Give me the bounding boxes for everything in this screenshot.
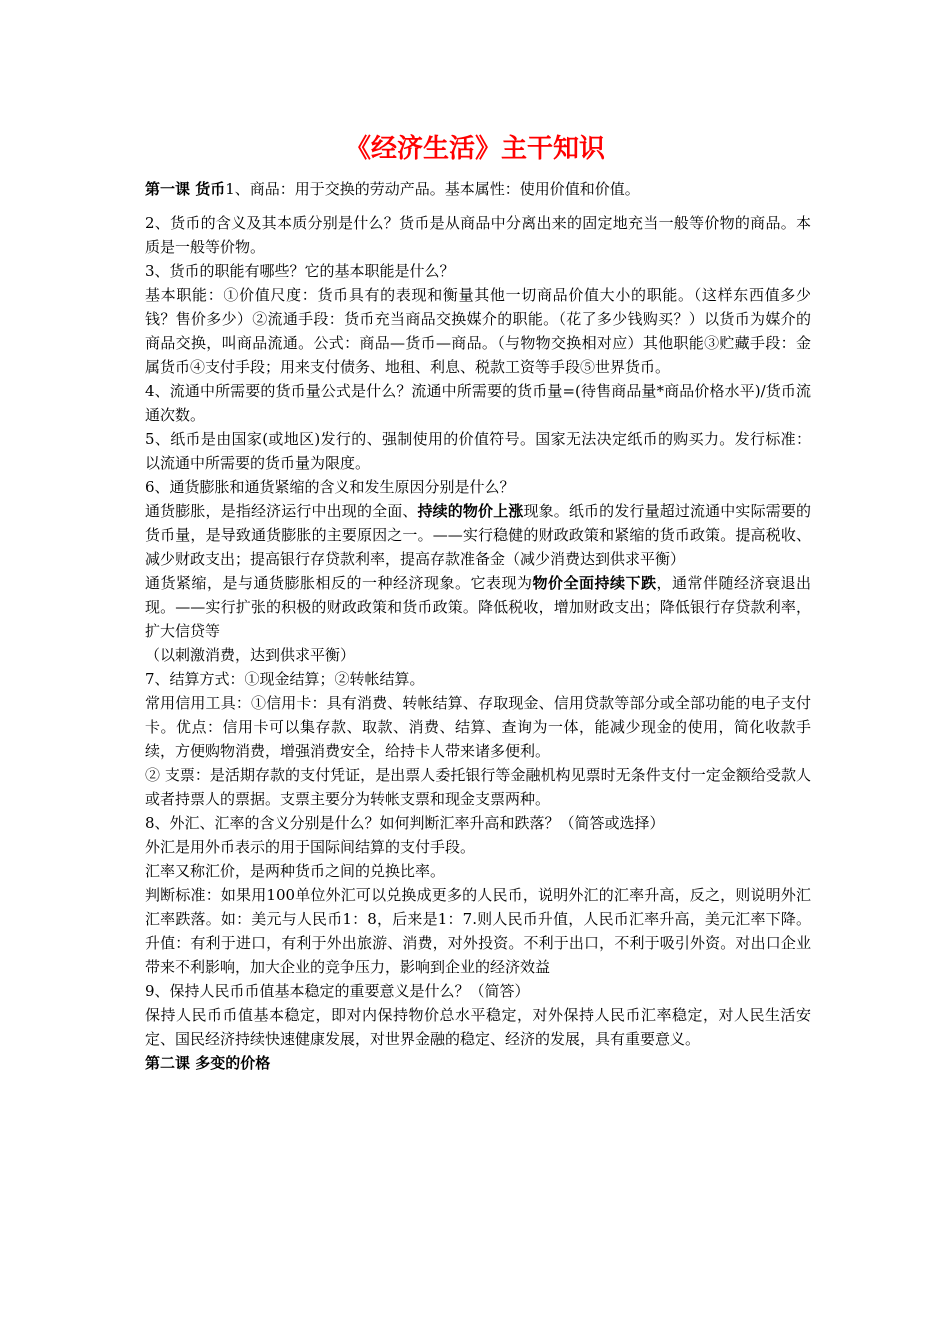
q3-paragraph: 3、货币的职能有哪些？它的基本职能是什么？ — [145, 262, 455, 280]
lesson1-heading: 第一课 货币 — [145, 180, 226, 198]
deflation-paragraph — [145, 571, 811, 643]
lesson1-paragraph — [145, 177, 811, 201]
rate-paragraph: 汇率又称汇价，是两种货币之间的兑换比率。 — [145, 862, 446, 880]
deflation-emphasis: 物价全面持续下跌 — [532, 574, 657, 592]
judge-paragraph: 判断标准：如果用100单位外汇可以兑换成更多的人民币，说明外汇的汇率升高，反之，则说明外汇汇率跌落。如：美元与人民币1：8，后来是1：7.则人民币升值，人民币汇率升高，美元汇率下降。升值：有利于进口，有利于外出旅游、消费，对外投资。不利于出口，不利于吸引外资。对出口企业带来不利影响，加大企业的竞争压力，影响到企业的经济效益 — [145, 886, 811, 976]
q9-answer-paragraph: 保持人民币币值基本稳定，即对内保持物价总水平稳定，对外保持人民币汇率稳定，对人民生活安定、国民经济持续快速健康发展，对世界金融的稳定、经济的发展，具有重要意义。 — [145, 1006, 811, 1048]
q6-paragraph: 6、通货膨胀和通货紧缩的含义和发生原因分别是什么？ — [145, 478, 515, 496]
credit-card-paragraph: 常用信用工具：①信用卡：具有消费、转帐结算、存取现金、信用贷款等部分或全部功能的电子支付卡。优点：信用卡可以集存款、取款、消费、结算、查询为一体，能减少现金的使用，简化收款手续，方便购物消费，增强消费安全，给持卡人带来诸多便利。 — [145, 694, 811, 760]
inflation-emphasis: 持续的物价上涨 — [417, 502, 524, 520]
deflation-text-before: 通货紧缩，是与通货膨胀相反的一种经济现象。它表现为 — [145, 574, 533, 592]
document-body — [145, 177, 811, 1075]
q4-paragraph: 4、流通中所需要的货币量公式是什么？流通中所需要的货币量=(待售商品量*商品价格水平)/货币流通次数。 — [145, 382, 811, 424]
document-title: 《经济生活》主干知识 — [344, 134, 605, 164]
q7-paragraph: 7、结算方式：①现金结算；②转帐结算。 — [145, 670, 425, 688]
deflation-note: （以刺激消费，达到供求平衡） — [145, 646, 356, 664]
q5-paragraph: 5、纸币是由国家(或地区)发行的、强制使用的价值符号。国家无法决定纸币的购买力。发行标准：以流通中所需要的货币量为限度。 — [145, 430, 811, 472]
inflation-text-before: 通货膨胀，是指经济运行中出现的全面、 — [145, 502, 418, 520]
lesson2-paragraph — [145, 1051, 811, 1075]
q9-paragraph: 9、保持人民币币值基本稳定的重要意义是什么？（简答） — [145, 982, 530, 1000]
lesson2-heading: 第二课 多变的价格 — [145, 1054, 271, 1072]
inflation-text-after: 现象。纸币的发行量超过流通中实际需要的货币量，是导致通货膨胀的主要原因之一。——实行稳健的财政政策和紧缩的货币政策。提高税收、减少财政支出；提高银行存贷款利率，提高存款准备金（减少消费达到供求平衡） — [145, 502, 811, 568]
cheque-paragraph: ② 支票：是活期存款的支付凭证，是出票人委托银行等金融机构见票时无条件支付一定金额给受款人或者持票人的票据。支票主要分为转帐支票和现金支票两种。 — [145, 766, 811, 808]
forex-paragraph: 外汇是用外币表示的用于国际间结算的支付手段。 — [145, 838, 476, 856]
lesson1-intro: 1、商品：用于交换的劳动产品。基本属性：使用价值和价值。 — [225, 180, 640, 198]
q8-paragraph: 8、外汇、汇率的含义分别是什么？如何判断汇率升高和跌落？（简答或选择） — [145, 814, 665, 832]
inflation-paragraph — [145, 499, 811, 571]
deflation-text-after: ，通常伴随经济衰退出现。——实行扩张的积极的财政政策和货币政策。降低税收，增加财政支出；降低银行存贷款利率，扩大信贷等 — [145, 574, 811, 640]
q2-paragraph: 2、货币的含义及其本质分别是什么？货币是从商品中分离出来的固定地充当一般等价物的商品。本质是一般等价物。 — [145, 214, 811, 256]
q3-answer-paragraph: 基本职能：①价值尺度：货币具有的表现和衡量其他一切商品价值大小的职能。（这样东西值多少钱？售价多少）②流通手段：货币充当商品交换媒介的职能。（花了多少钱购买？）以货币为媒介的商品交换，叫商品流通。公式：商品—货币—商品。（与物物交换相对应）其他职能③贮藏手段：金属货币④支付手段；用来支付债务、地租、利息、税款工资等手段⑤世界货币。 — [145, 286, 811, 376]
